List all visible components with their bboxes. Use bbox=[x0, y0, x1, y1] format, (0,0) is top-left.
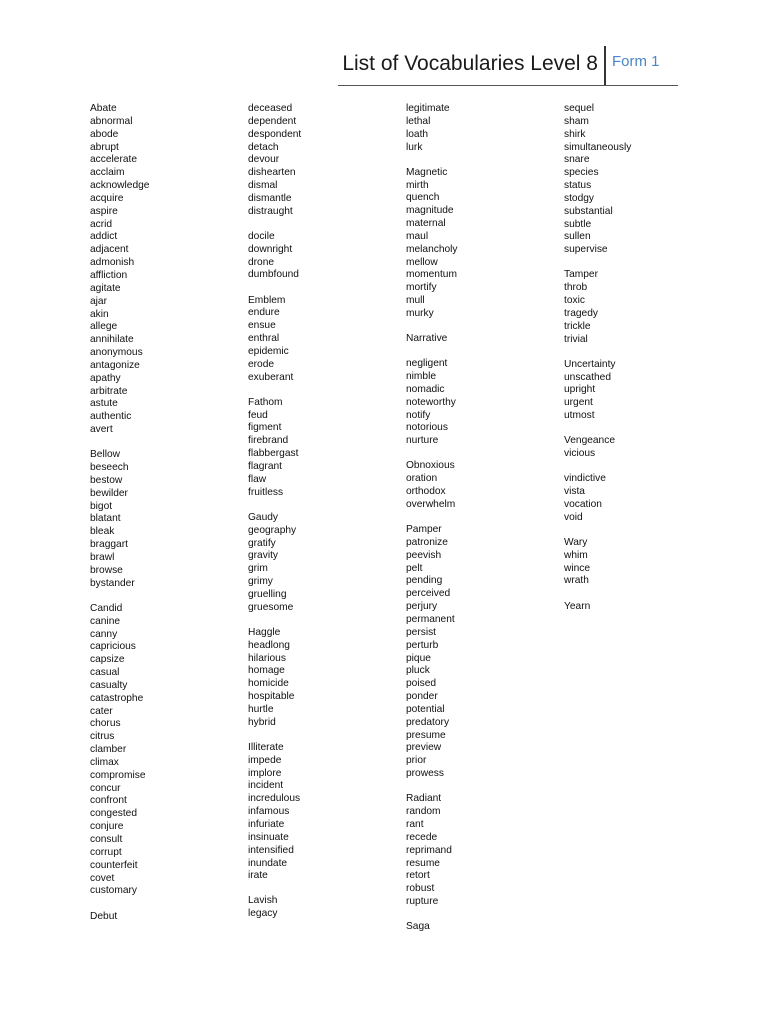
page-header bbox=[0, 46, 768, 86]
vocabulary-word: deceased bbox=[248, 103, 293, 114]
vocabulary-word: perceived bbox=[406, 588, 451, 600]
vocabulary-word: substantial bbox=[564, 205, 613, 217]
vocabulary-word: congested bbox=[90, 808, 138, 820]
vocabulary-word: authentic bbox=[90, 411, 132, 423]
vocabulary-word: orthodox bbox=[406, 486, 446, 498]
vocabulary-word: dependent bbox=[248, 115, 297, 127]
vocabulary-word: void bbox=[564, 511, 583, 523]
word-group bbox=[248, 103, 398, 219]
vocabulary-word: admonish bbox=[90, 257, 135, 269]
vocabulary-word: apathy bbox=[90, 372, 121, 384]
vocabulary-word: peevish bbox=[406, 549, 442, 561]
vocabulary-word: status bbox=[564, 180, 592, 192]
vocabulary-word: compromise bbox=[90, 769, 146, 781]
vocabulary-word: presume bbox=[406, 729, 446, 741]
vocabulary-word: nurture bbox=[406, 435, 439, 447]
vocabulary-word: bystander bbox=[90, 577, 135, 589]
vocabulary-word: confront bbox=[90, 795, 127, 807]
vocabulary-word: dumbfound bbox=[248, 269, 299, 281]
vocabulary-word: canny bbox=[90, 628, 118, 640]
vocabulary-word: allege bbox=[90, 321, 118, 333]
word-group bbox=[248, 231, 398, 282]
vocabulary-column bbox=[564, 103, 714, 626]
vocabulary-word: abrupt bbox=[90, 141, 119, 153]
vocabulary-word: Abate bbox=[90, 103, 117, 114]
vocabulary-word: flagrant bbox=[248, 460, 282, 472]
vocabulary-word: incredulous bbox=[248, 793, 301, 805]
word-group bbox=[90, 449, 240, 590]
vocabulary-word: whim bbox=[564, 549, 588, 561]
vocabulary-word: lurk bbox=[406, 141, 423, 153]
title-divider bbox=[604, 46, 606, 86]
vocabulary-column bbox=[406, 103, 556, 946]
vocabulary-word: insinuate bbox=[248, 831, 289, 843]
vocabulary-word: Yearn bbox=[564, 600, 591, 612]
vocabulary-word: mull bbox=[406, 295, 425, 307]
vocabulary-word: perturb bbox=[406, 639, 439, 651]
vocabulary-word: citrus bbox=[90, 731, 115, 743]
vocabulary-word: species bbox=[564, 167, 599, 179]
vocabulary-word: erode bbox=[248, 358, 275, 370]
vocabulary-word: Wary bbox=[564, 536, 588, 548]
vocabulary-word: beseech bbox=[90, 462, 129, 474]
vocabulary-word: homicide bbox=[248, 678, 289, 690]
vocabulary-word: epidemic bbox=[248, 345, 289, 357]
vocabulary-word: Emblem bbox=[248, 294, 286, 306]
word-group bbox=[564, 435, 714, 461]
vocabulary-word: preview bbox=[406, 742, 442, 754]
vocabulary-word: sham bbox=[564, 115, 589, 127]
vocabulary-word: anonymous bbox=[90, 347, 143, 359]
vocabulary-word: simultaneously bbox=[564, 141, 632, 153]
word-group bbox=[406, 921, 556, 934]
vocabulary-word: pending bbox=[406, 575, 443, 587]
vocabulary-word: quench bbox=[406, 192, 440, 204]
vocabulary-word: bestow bbox=[90, 474, 123, 486]
vocabulary-word: melancholy bbox=[406, 243, 458, 255]
vocabulary-word: aspire bbox=[90, 205, 118, 217]
vocabulary-word: affliction bbox=[90, 269, 128, 281]
vocabulary-word: sullen bbox=[564, 231, 591, 243]
vocabulary-word: conjure bbox=[90, 821, 124, 833]
vocabulary-word: grimy bbox=[248, 576, 273, 588]
vocabulary-word: brawl bbox=[90, 551, 115, 563]
vocabulary-word: prowess bbox=[406, 768, 444, 780]
vocabulary-word: covet bbox=[90, 872, 115, 884]
vocabulary-word: legitimate bbox=[406, 103, 450, 114]
vocabulary-word: docile bbox=[248, 230, 275, 242]
word-group bbox=[248, 627, 398, 730]
vocabulary-word: grim bbox=[248, 563, 268, 575]
vocabulary-word: Obnoxious bbox=[406, 460, 455, 472]
vocabulary-word: blatant bbox=[90, 513, 121, 525]
vocabulary-word: Uncertainty bbox=[564, 358, 616, 370]
vocabulary-word: maul bbox=[406, 230, 429, 242]
vocabulary-word: gratify bbox=[248, 537, 276, 549]
vocabulary-word: consult bbox=[90, 834, 123, 845]
vocabulary-word: mellow bbox=[406, 256, 438, 268]
vocabulary-word: Lavish bbox=[248, 895, 278, 907]
vocabulary-word: Fathom bbox=[248, 396, 283, 408]
page-title: List of Vocabularies Level 8 bbox=[342, 52, 598, 75]
vocabulary-word: poised bbox=[406, 678, 437, 690]
vocabulary-word: retort bbox=[406, 870, 430, 882]
vocabulary-word: corrupt bbox=[90, 846, 122, 858]
vocabulary-word: ponder bbox=[406, 691, 438, 703]
word-group bbox=[248, 895, 398, 921]
vocabulary-word: Radiant bbox=[406, 793, 442, 805]
form-label: Form 1 bbox=[612, 53, 660, 70]
vocabulary-word: incident bbox=[248, 780, 284, 792]
vocabulary-word: capricious bbox=[90, 641, 136, 653]
vocabulary-word: flabbergast bbox=[248, 448, 299, 460]
word-group bbox=[564, 601, 714, 614]
word-group bbox=[248, 295, 398, 385]
vocabulary-word: concur bbox=[90, 782, 121, 794]
vocabulary-word: dishearten bbox=[248, 167, 296, 179]
vocabulary-word: vicious bbox=[564, 448, 596, 460]
word-group bbox=[564, 359, 714, 423]
vocabulary-word: pluck bbox=[406, 665, 430, 677]
vocabulary-word: homage bbox=[248, 665, 285, 677]
vocabulary-word: bewilder bbox=[90, 487, 128, 499]
vocabulary-word: adjacent bbox=[90, 244, 129, 256]
vocabulary-word: random bbox=[406, 806, 441, 818]
vocabulary-word: endure bbox=[248, 307, 280, 319]
vocabulary-word: agitate bbox=[90, 282, 121, 294]
vocabulary-word: upright bbox=[564, 384, 596, 396]
word-group bbox=[406, 524, 556, 781]
vocabulary-word: catastrophe bbox=[90, 692, 144, 704]
vocabulary-word: toxic bbox=[564, 295, 585, 307]
vocabulary-word: recede bbox=[406, 831, 438, 843]
vocabulary-word: capsize bbox=[90, 654, 125, 666]
vocabulary-word: annihilate bbox=[90, 334, 134, 346]
vocabulary-word: Narrative bbox=[406, 333, 448, 345]
vocabulary-word: downright bbox=[248, 243, 293, 255]
vocabulary-word: ajar bbox=[90, 295, 107, 307]
vocabulary-word: Saga bbox=[406, 921, 430, 933]
word-group bbox=[90, 103, 240, 437]
word-group bbox=[248, 512, 398, 615]
vocabulary-column bbox=[248, 103, 398, 933]
word-group bbox=[248, 397, 398, 500]
vocabulary-word: tragedy bbox=[564, 307, 598, 319]
vocabulary-word: acclaim bbox=[90, 167, 125, 179]
word-group bbox=[406, 103, 556, 154]
vocabulary-word: shirk bbox=[564, 128, 586, 140]
vocabulary-word: vista bbox=[564, 486, 585, 498]
vocabulary-word: clamber bbox=[90, 744, 127, 756]
word-group bbox=[406, 333, 556, 346]
vocabulary-word: notify bbox=[406, 409, 431, 421]
vocabulary-word: momentum bbox=[406, 269, 457, 281]
vocabulary-word: browse bbox=[90, 564, 123, 576]
word-group bbox=[564, 473, 714, 524]
vocabulary-word: avert bbox=[90, 424, 113, 436]
vocabulary-word: stodgy bbox=[564, 192, 595, 204]
vocabulary-word: noteworthy bbox=[406, 396, 456, 408]
vocabulary-word: urgent bbox=[564, 397, 593, 409]
vocabulary-word: intensified bbox=[248, 844, 294, 856]
vocabulary-word: trickle bbox=[564, 320, 591, 332]
vocabulary-word: hurtle bbox=[248, 703, 274, 715]
vocabulary-word: drone bbox=[248, 256, 275, 268]
vocabulary-word: climax bbox=[90, 756, 119, 768]
vocabulary-word: chorus bbox=[90, 718, 121, 730]
vocabulary-word: bleak bbox=[90, 526, 115, 538]
vocabulary-word: Pamper bbox=[406, 524, 442, 536]
vocabulary-word: pique bbox=[406, 652, 431, 664]
vocabulary-word: persist bbox=[406, 626, 437, 638]
vocabulary-word: mirth bbox=[406, 179, 429, 191]
vocabulary-word: accelerate bbox=[90, 154, 138, 166]
vocabulary-column bbox=[90, 103, 240, 936]
word-group bbox=[90, 603, 240, 898]
vocabulary-word: snare bbox=[564, 154, 590, 166]
vocabulary-word: Bellow bbox=[90, 449, 121, 461]
header-rule bbox=[338, 85, 678, 86]
word-group bbox=[564, 269, 714, 346]
vocabulary-word: arbitrate bbox=[90, 385, 128, 397]
vocabulary-word: impede bbox=[248, 754, 282, 766]
vocabulary-word: figment bbox=[248, 422, 282, 434]
vocabulary-word: abnormal bbox=[90, 115, 133, 127]
word-group bbox=[406, 358, 556, 448]
vocabulary-word: robust bbox=[406, 883, 435, 895]
vocabulary-word: wince bbox=[564, 562, 591, 574]
vocabulary-word: acquire bbox=[90, 192, 124, 204]
vocabulary-word: dismal bbox=[248, 180, 278, 192]
vocabulary-word: supervise bbox=[564, 244, 608, 256]
word-group bbox=[90, 911, 240, 924]
vocabulary-word: Magnetic bbox=[406, 166, 448, 178]
vocabulary-word: Candid bbox=[90, 602, 123, 614]
vocabulary-word: fruitless bbox=[248, 486, 284, 498]
vocabulary-word: acknowledge bbox=[90, 180, 150, 192]
vocabulary-word: vindictive bbox=[564, 473, 606, 485]
vocabulary-word: gruesome bbox=[248, 601, 294, 613]
vocabulary-word: canine bbox=[90, 615, 121, 627]
vocabulary-word: magnitude bbox=[406, 205, 454, 217]
vocabulary-word: maternal bbox=[406, 218, 446, 230]
vocabulary-word: headlong bbox=[248, 639, 290, 651]
vocabulary-word: nomadic bbox=[406, 383, 445, 395]
vocabulary-word: Debut bbox=[90, 910, 118, 922]
vocabulary-word: abode bbox=[90, 128, 119, 140]
vocabulary-word: enthral bbox=[248, 333, 280, 345]
vocabulary-word: devour bbox=[248, 154, 280, 166]
vocabulary-word: ensue bbox=[248, 320, 276, 332]
vocabulary-word: perjury bbox=[406, 601, 438, 613]
vocabulary-word: casual bbox=[90, 667, 120, 679]
word-group bbox=[564, 103, 714, 257]
vocabulary-word: firebrand bbox=[248, 435, 289, 447]
vocabulary-word: Haggle bbox=[248, 626, 281, 638]
vocabulary-word: prior bbox=[406, 755, 427, 767]
vocabulary-word: dismantle bbox=[248, 192, 292, 204]
vocabulary-word: feud bbox=[248, 409, 268, 421]
vocabulary-word: patronize bbox=[406, 536, 448, 548]
vocabulary-word: flaw bbox=[248, 473, 267, 485]
vocabulary-word: notorious bbox=[406, 422, 448, 434]
vocabulary-word: bigot bbox=[90, 500, 113, 512]
vocabulary-word: Gaudy bbox=[248, 511, 279, 523]
vocabulary-word: negligent bbox=[406, 358, 448, 370]
vocabulary-word: throb bbox=[564, 282, 588, 294]
word-group bbox=[248, 742, 398, 883]
vocabulary-word: hospitable bbox=[248, 691, 295, 703]
word-group bbox=[406, 793, 556, 909]
vocabulary-word: astute bbox=[90, 398, 118, 410]
word-group bbox=[406, 460, 556, 511]
vocabulary-word: loath bbox=[406, 128, 429, 140]
word-group bbox=[564, 537, 714, 588]
vocabulary-word: lethal bbox=[406, 115, 431, 127]
vocabulary-word: predatory bbox=[406, 716, 450, 728]
vocabulary-word: casualty bbox=[90, 679, 128, 691]
vocabulary-word: infuriate bbox=[248, 818, 285, 830]
vocabulary-word: legacy bbox=[248, 908, 278, 920]
vocabulary-word: unscathed bbox=[564, 371, 612, 383]
vocabulary-word: implore bbox=[248, 767, 282, 779]
vocabulary-word: detach bbox=[248, 141, 279, 153]
vocabulary-word: potential bbox=[406, 703, 445, 715]
vocabulary-word: overwhelm bbox=[406, 498, 456, 510]
vocabulary-word: rupture bbox=[406, 896, 439, 908]
vocabulary-word: gravity bbox=[248, 550, 279, 562]
vocabulary-word: vocation bbox=[564, 498, 602, 510]
vocabulary-word: utmost bbox=[564, 410, 595, 422]
vocabulary-word: Tamper bbox=[564, 269, 598, 281]
vocabulary-word: exuberant bbox=[248, 371, 294, 383]
vocabulary-word: braggart bbox=[90, 539, 128, 551]
vocabulary-word: subtle bbox=[564, 218, 592, 230]
vocabulary-word: oration bbox=[406, 473, 438, 485]
vocabulary-word: hybrid bbox=[248, 716, 276, 728]
vocabulary-word: cater bbox=[90, 705, 113, 717]
vocabulary-word: resume bbox=[406, 857, 440, 869]
vocabulary-word: mortify bbox=[406, 282, 437, 294]
vocabulary-word: reprimand bbox=[406, 844, 452, 856]
vocabulary-word: sequel bbox=[564, 103, 595, 114]
vocabulary-word: pelt bbox=[406, 562, 423, 574]
vocabulary-word: Illiterate bbox=[248, 741, 284, 753]
vocabulary-word: Vengeance bbox=[564, 435, 615, 447]
vocabulary-word: antagonize bbox=[90, 359, 140, 371]
word-group bbox=[406, 167, 556, 321]
vocabulary-word: akin bbox=[90, 308, 109, 320]
vocabulary-word: acrid bbox=[90, 218, 113, 230]
vocabulary-word: distraught bbox=[248, 205, 293, 217]
vocabulary-word: infamous bbox=[248, 806, 290, 818]
vocabulary-word: despondent bbox=[248, 128, 302, 140]
vocabulary-word: irate bbox=[248, 870, 268, 882]
vocabulary-word: addict bbox=[90, 231, 118, 243]
vocabulary-word: inundate bbox=[248, 857, 288, 869]
vocabulary-word: murky bbox=[406, 307, 434, 319]
vocabulary-word: trivial bbox=[564, 333, 588, 345]
vocabulary-word: wrath bbox=[564, 575, 589, 587]
vocabulary-word: nimble bbox=[406, 371, 437, 383]
vocabulary-word: counterfeit bbox=[90, 859, 138, 871]
vocabulary-word: geography bbox=[248, 524, 297, 536]
vocabulary-word: hilarious bbox=[248, 652, 286, 664]
vocabulary-word: customary bbox=[90, 885, 137, 897]
vocabulary-word: rant bbox=[406, 818, 424, 830]
vocabulary-word: gruelling bbox=[248, 588, 287, 600]
vocabulary-word: permanent bbox=[406, 614, 455, 626]
